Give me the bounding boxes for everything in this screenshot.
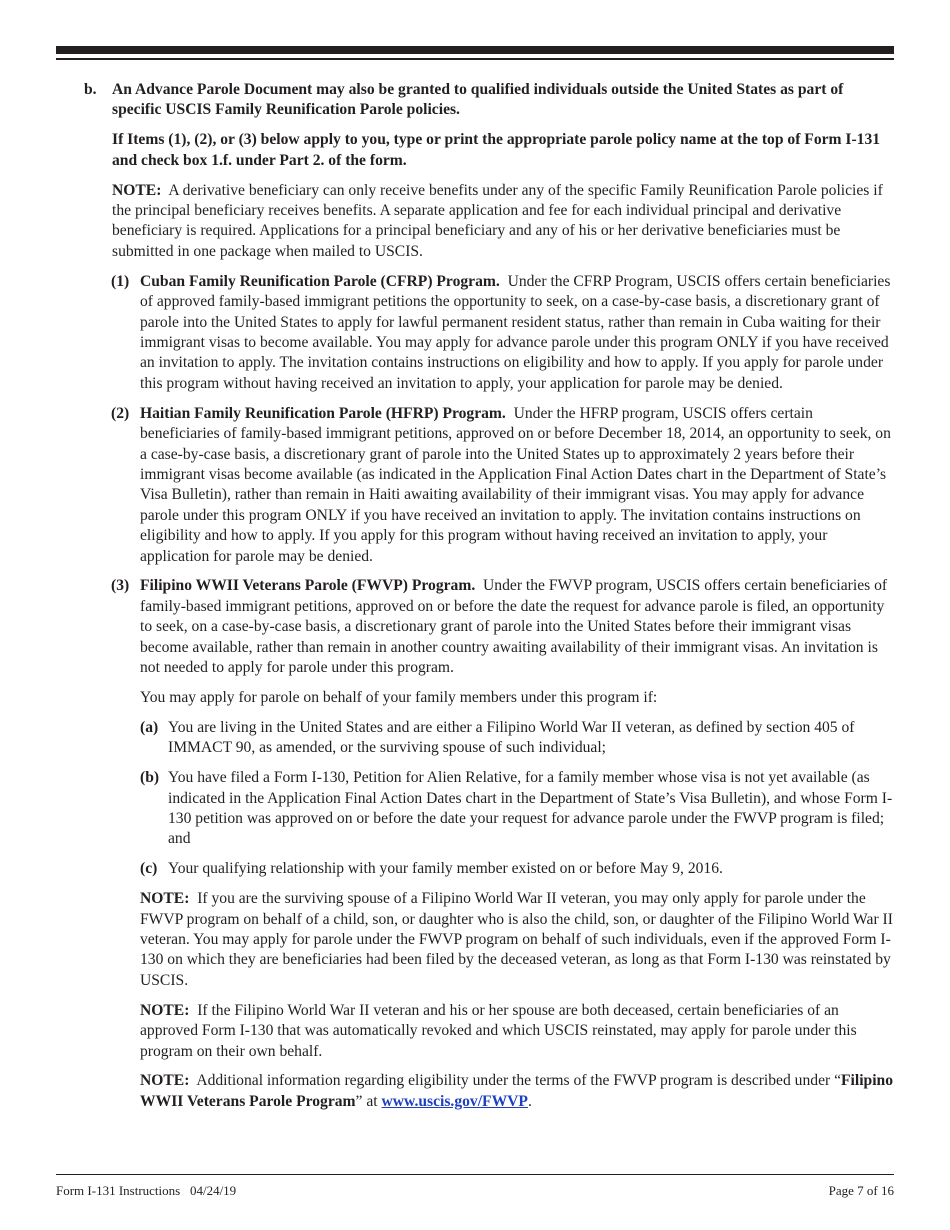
section-b	[56, 80, 896, 1112]
sub-item-text: You are living in the United States and are either a Filipino World War II veteran, as defined by section 405 of IMMACT 90, as amended, or the surviving spouse of such individual;	[168, 718, 855, 757]
note-text-before: Additional information regarding eligibility under the terms of the FWVP program is described under “	[196, 1072, 842, 1090]
note-text-after: .	[527, 1092, 532, 1110]
fwvp-note-1	[140, 889, 896, 991]
list-item-hfrp	[112, 404, 896, 567]
sub-item-c	[140, 859, 896, 879]
section-heading: An Advance Parole Document may also be granted to qualified individuals outside the United States as part of specific USCIS Family Reunification Parole policies.	[112, 81, 844, 119]
item-text: Under the CFRP Program, USCIS offers certain beneficiaries of approved family-based immigrant petitions the opportunity to seek, on a case-by-case basis, a discretionary grant of parole into the United States to apply for lawful permanent resident status, rather than remain in Cuba waiting for their immigrant visas to become available. You may apply for advance parole under this program ONLY if you have received an invitation to apply. The invitation contains instructions on eligibility and how to apply. If you apply for parole under this program without having received an invitation to apply, your application for parole may be denied.	[140, 272, 891, 392]
sub-item-number: (a)	[140, 718, 159, 736]
item-number: (3)	[111, 577, 130, 595]
top-rule-thin	[56, 58, 894, 60]
fwvp-link[interactable]: www.uscis.gov/FWVP	[381, 1092, 528, 1110]
sub-item-number: (c)	[140, 860, 158, 878]
sub-item-text: You have filed a Form I-130, Petition for Alien Relative, for a family member whose visa is not yet available (as indicated in the Application Final Action Dates chart in the Department of State’s Visa Bulletin), and whose Form I-130 petition was approved on or before the date your request for advance parole under the FWVP program is filed; and	[168, 769, 893, 848]
list-item-cfrp	[112, 272, 896, 394]
top-rule-thick	[56, 46, 894, 54]
list-item-fwvp	[112, 576, 896, 678]
sub-item-b	[140, 768, 896, 850]
fwvp-note-2	[140, 1001, 896, 1062]
note-text: If you are the surviving spouse of a Filipino World War II veteran, you may only apply for parole under the FWVP program on behalf of a child, son, or daughter who is also the child, son, or daughter of the Filipino World War II veteran. You may apply for parole under the FWVP program on behalf of such individuals, even if the approved Form I-130 on which they are beneficiaries had been filed by the deceased veteran, as long as that Form I-130 was reinstated by USCIS.	[140, 890, 893, 989]
note-text: If the Filipino World War II veteran and his or her spouse are both deceased, certain beneficiaries of an approved Form I-130 that was automatically revoked and which USCIS reinstated, may apply for parole under this program on their own behalf.	[140, 1001, 857, 1060]
sub-item-number: (b)	[140, 769, 160, 787]
item-number: (1)	[111, 272, 130, 290]
note-label: NOTE:	[140, 1001, 190, 1019]
footer-form-id: Form I-131 Instructions 04/24/19	[56, 1183, 237, 1198]
item-title: Cuban Family Reunification Parole (CFRP) Program.	[140, 272, 500, 290]
item-title: Filipino WWII Veterans Parole (FWVP) Program.	[140, 577, 476, 595]
footer-rule	[56, 1174, 894, 1175]
section-label: b.	[84, 81, 97, 98]
sub-item-text: Your qualifying relationship with your family member existed on or before May 9, 2016.	[168, 860, 723, 878]
item-text: Under the FWVP program, USCIS offers certain beneficiaries of family-based immigrant petitions, approved on or before the date the request for advance parole is filed, an opportunity to seek, on a case-by-case basis, a discretionary grant of parole into the United States before their immigrant visas become available, rather than remain in another country awaiting availability of their immigrant visas. An invitation is not needed to apply for parole under this program.	[140, 577, 888, 677]
sub-item-a	[140, 718, 896, 759]
item-title: Haitian Family Reunification Parole (HFRP) Program.	[140, 404, 506, 422]
section-note	[112, 181, 896, 263]
fwvp-note-3	[140, 1071, 896, 1112]
fwvp-intro: You may apply for parole on behalf of your family members under this program if:	[140, 688, 658, 706]
page-content	[56, 80, 896, 1122]
section-instruction: If Items (1), (2), or (3) below apply to you, type or print the appropriate parole policy name at the top of Form I-131 and check box 1.f. under Part 2. of the form.	[112, 131, 881, 169]
item-number: (2)	[111, 404, 130, 422]
note-label: NOTE:	[140, 1072, 190, 1090]
note-label: NOTE:	[112, 181, 162, 199]
footer-page-number: Page 7 of 16	[828, 1183, 894, 1198]
note-text-mid: ” at	[355, 1092, 382, 1110]
fwvp-details	[112, 688, 896, 1112]
note-label: NOTE:	[140, 890, 190, 908]
program-name: Filipino WWII Veterans Parole Program	[140, 1072, 894, 1110]
item-text: Under the HFRP program, USCIS offers certain beneficiaries of family-based immigrant petitions, approved on or before December 18, 2014, an opportunity to seek, on a case-by-case basis, a discretionary grant of parole into the United States up to approximately 2 years before their immigrant visas become available (as indicated in the Application Final Action Dates chart in the Department of State’s Visa Bulletin), rather than remain in Haiti awaiting availability of their immigrant visas. You may apply for advance parole under this program ONLY if you have received an invitation to apply. The invitation contains instructions on eligibility and how to apply. If you apply for this program without having received an invitation to apply, your application for parole may be denied.	[140, 404, 891, 565]
note-text: A derivative beneficiary can only receive benefits under any of the specific Family Reunification Parole policies if the principal beneficiary receives benefits. A separate application and fee for each individual principal and derivative beneficiary is required. Applications for a principal beneficiary and any of his or her derivative beneficiaries must be submitted in one package when mailed to USCIS.	[112, 181, 883, 260]
